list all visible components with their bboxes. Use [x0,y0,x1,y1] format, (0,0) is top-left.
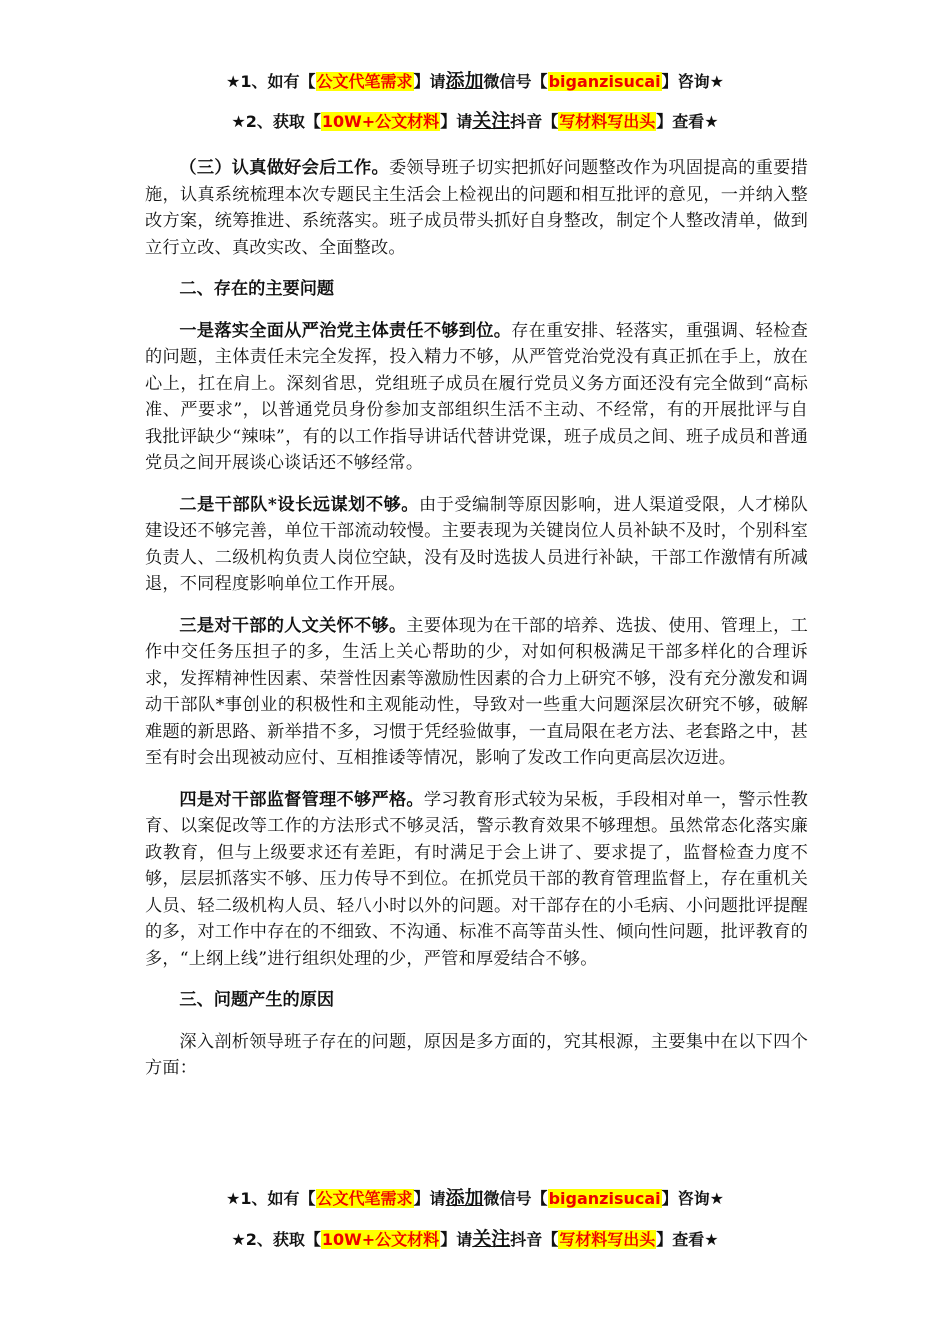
banner-text: 】咨询★ [661,72,724,91]
banner-text: 】请 [413,1189,446,1208]
paragraph-lead: 二是干部队*设长远谋划不够。 [179,494,419,515]
section-heading-main-problems: 二、存在的主要问题 [179,279,335,299]
banner-text: 】咨询★ [661,1189,724,1208]
banner-text: 】请 [413,72,446,91]
paragraph-text: 学习教育形式较为呆板，手段相对单一，警示性教育、以案促改等工作的方法形式不够灵活，警示教育效果不够理想。虽然常态化落实廉政教育，但与上级要求还有差距，有时满足于会上讲了、要求提了，监督检查力度不够，层层抓落实不够、压力传导不到位。在抓党员干部的教育管理监督上，存在重机关人员、轻二级机构人员、轻八小时以外的问题。对干部存在的小毛病、小问题批评提醒的多，对工作中存在的不细致、不沟通、标准不高等苗头性、倾向性问题，批评教育的多，“上纲上线”进行组织处理的少，严管和厚爱结合不够。 [145,789,808,969]
banner-text: 微信号【 [483,1189,548,1208]
paragraph-problem-2 [145,492,808,598]
bottom-banner-line-2 [0,1228,950,1251]
banner-douyin-id: 写材料写出头 [559,112,656,131]
banner-highlight: 公文代笔需求 [316,72,413,91]
section-heading-causes: 三、问题产生的原因 [179,990,335,1010]
banner-emphasis: 关注 [472,110,511,132]
paragraph-lead: 三是对干部的人文关怀不够。 [179,615,407,636]
banner-emphasis: 添加 [445,70,484,92]
banner-text: 抖音【 [510,1230,559,1249]
paragraph-causes-intro [145,1029,808,1082]
banner-text: 】请 [440,112,473,131]
banner-douyin-id: 写材料写出头 [559,1230,656,1249]
banner-highlight: 10W+公文材料 [321,1230,440,1249]
top-banner-line-1 [0,70,950,93]
paragraph-problem-1 [145,318,808,477]
banner-wechat-id: biganzisucai [548,1189,661,1208]
top-banner-line-2 [0,110,950,133]
banner-text: 抖音【 [510,112,559,131]
paragraph-problem-3 [145,613,808,772]
paragraph-text: 存在重安排、轻落实，重强调、轻检查的问题，主体责任未完全发挥，投入精力不够，从严管党治党没有真正抓在手上，放在心上，扛在肩上。深刻省思，党组班子成员在履行党员义务方面还没有完全做到“高标准、严要求”，以普通党员身份参加支部组织生活不主动、不经常，有的开展批评与自我批评缺少“辣味”，有的以工作指导讲话代替讲党课，班子成员之间、班子成员和普通党员之间开展谈心谈话还不够经常。 [145,320,808,473]
banner-highlight: 公文代笔需求 [316,1189,413,1208]
banner-text: 】请 [440,1230,473,1249]
paragraph-text: 深入剖析领导班子存在的问题，原因是多方面的，究其根源，主要集中在以下四个方面： [145,1031,808,1078]
banner-wechat-id: biganzisucai [548,72,661,91]
paragraph-text: 主要体现为在干部的培养、选拔、使用、管理上，工作中交任务压担子的多，生活上关心帮助的少，对如何积极满足干部多样化的合理诉求，发挥精神性因素、荣誉性因素等激励性因素的合力上研究不够，没有充分激发和调动干部队*事创业的积极性和主观能动性，导致对一些重大问题深层次研究不够，破解难题的新思路、新举措不多，习惯于凭经验做事，一直局限在老方法、老套路之中，甚至有时会出现被动应付、互相推诿等情况，影响了发改工作向更高层次迈进。 [145,615,808,768]
paragraph-problem-4 [145,787,808,973]
bottom-banner-line-1 [0,1187,950,1210]
banner-text: ★1、如有【 [226,72,316,91]
banner-emphasis: 添加 [445,1187,484,1209]
paragraph-lead: （三）认真做好会后工作。 [179,158,389,178]
banner-text: ★2、获取【 [231,112,321,131]
paragraph-text: 由于受编制等原因影响，进人渠道受限，人才梯队建设还不够完善，单位干部流动较慢。主要表现为关键岗位人员补缺不及时，个别科室负责人、二级机构负责人岗位空缺，没有及时选拔人员进行补缺，干部工作激情有所减退，不同程度影响单位工作开展。 [145,494,809,594]
document-body [145,155,808,1097]
banner-emphasis: 关注 [472,1228,511,1250]
banner-highlight: 10W+公文材料 [321,112,440,131]
banner-text: 】查看★ [656,1230,719,1249]
paragraph-followup-work [145,155,808,261]
banner-text: ★1、如有【 [226,1189,316,1208]
paragraph-lead: 一是落实全面从严治党主体责任不够到位。 [179,320,512,341]
paragraph-text: 委领导班子切实把抓好问题整改作为巩固提高的重要措施，认真系统梳理本次专题民主生活会上检视出的问题和相互批评的意见，一并纳入整改方案，统筹推进、系统落实。班子成员带头抓好自身整改，制定个人整改清单，做到立行立改、真改实改、全面整改。 [145,158,808,258]
paragraph-lead: 四是对干部监督管理不够严格。 [179,789,424,810]
banner-text: 】查看★ [656,112,719,131]
banner-text: ★2、获取【 [231,1230,321,1249]
banner-text: 微信号【 [483,72,548,91]
